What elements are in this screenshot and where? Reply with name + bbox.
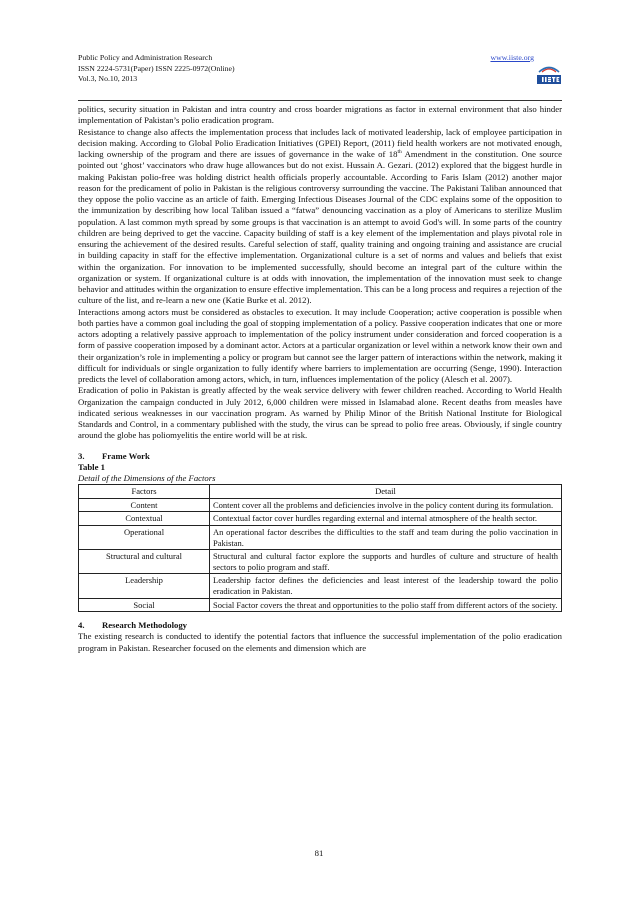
detail-cell: Contextual factor cover hurdles regarding external and internal atmosphere of the health sector. [210,512,562,526]
detail-cell: Structural and cultural factor explore the supports and hurdles of culture and structure of health sectors to polio program and staff. [210,550,562,574]
table-row [79,498,562,512]
journal-title: Public Policy and Administration Research [78,53,213,62]
header-divider [78,100,562,101]
table-row [79,526,562,550]
section-number: 3. [78,450,85,461]
section-heading [78,451,562,462]
paragraph [78,127,562,307]
journal-volume: Vol.3, No.10, 2013 [78,74,138,84]
paragraph-text: Amendment in the constitution. One source pointed out ‘ghost’ vaccinators who draw huge allowances but do not exist. Hussain A. Gezari. (2012) explored that the biggest hurdle in making Pakistan polio-free was holding district health officials properly accountable. According to Faris Islam (2012) another major reason for the predicament of polio in Pakistan is the religious controversy surrounding the vaccine. The Pakistani Taliban announced that they oppose the polio vaccine as an article of faith. Emerging Infectious Diseases Journal of the CDC explains some of the opposition to the immunization by describing how local Taliban issued a “fatwa” denouncing vaccination as a ploy of Americans to sterilize Muslim population. A last common myth spread by some groups is that vaccination is an attempt to avoid God's will. In some parts of the country children are being deprived to get the vaccine. Capacity building of staff is a key element of the implementation and plays pivotal role in ensuring the achievement of the desired results. Careful selection of staff, quality training and ongoing training and assistance are crucial in building capacity in staff for the effective implementation. Organizational culture is a set of norms and values and beliefs that exist within the organization. For innovation to be implemented successfully, should become an integral part of the culture within the organization or system. If organizational culture is at odds with innovation, the implementation of the innovation must seek to change behavior and attitudes within the organization to ensure effective implementation. This can be a long process and requires a rejection of the culture of the list, and re-learn a new one (Katie Burke et al. 2012). [78,149,562,306]
table-row [79,550,562,574]
factor-cell: Operational [79,526,210,550]
page-number: 81 [314,848,324,858]
page [78,52,562,654]
table-header-row [79,485,562,499]
factors-table [78,484,562,612]
detail-cell: An operational factor describes the difficulties to the staff and team during the polio vaccination in Pakistan. [210,526,562,550]
factor-cell: Content [79,498,210,512]
journal-info [78,53,235,85]
table-label: Table 1 [78,461,105,472]
table-row [79,574,562,598]
section-heading [78,620,562,631]
table-caption: Detail of the Dimensions of the Factors [78,473,216,483]
detail-cell: Content cover all the problems and deficiencies involve in the policy content during its formulation. [210,498,562,512]
table-row [79,512,562,526]
section-number: 4. [78,620,85,631]
paragraph: politics, security situation in Pakistan and intra country and cross boarder migrations as factor in external environment that also hinder implementation of Pakistan’s polio eradication program. [78,104,562,126]
paragraph: Eradication of polio in Pakistan is greatly affected by the weak service delivery with fewer children reached. According to World Health Organization the campaign conducted in July 2012, 6,000 children were missed in Islamabad alone. Recent deaths from measles have indicated serious weaknesses in our vaccination program. As warned by Philip Minor of the British National Institute for Biological Standards and Control, in a commentary published with the study, the virus can be spread to polio free areas. Obviously, if single country around the globe has poliomyelitis the entire world will be at risk. [78,385,562,441]
superscript: th [397,149,402,156]
paragraph-text: Resistance to change also affects the implementation process that includes lack of motivated leadership, lack of employee participation in decision making. According to Global Polio Eradication Initiatives (GPEI) Report, (2011) field health workers are not motivated enough, lacking ownership of the program and there are issues of governance in the wake of 18 [78,126,562,159]
factor-cell: Social [79,598,210,612]
table-row [79,598,562,612]
factor-cell: Structural and cultural [79,550,210,574]
paragraph: The existing research is conducted to identify the potential factors that influence the successful implementation of the polio eradication program in Pakistan. Researcher focused on the elements and dimension which are [78,631,562,653]
journal-url-link[interactable]: www.iiste.org [490,53,534,62]
column-header: Factors [79,485,210,499]
section-title: Research Methodology [102,620,188,631]
detail-cell: Social Factor covers the threat and opportunities to the polio staff from different actors of the society. [210,598,562,612]
factor-cell: Leadership [79,574,210,598]
detail-cell: Leadership factor defines the deficiencies and least interest of the leadership toward the polio eradication in Pakistan. [210,574,562,598]
journal-issn: ISSN 2224-5731(Paper) ISSN 2225-0972(Online) [78,63,235,73]
page-header [78,52,562,96]
paragraph: Interactions among actors must be considered as obstacles to execution. It may include Cooperation; active cooperation is possible when both parties have a common goal including the goal of stopping implementation of a policy. Passive cooperation indicates that one or more actors adopting a relatively passive approach to implementation of the policy instrument under consideration and forced cooperation is a form of passive cooperation imposed by a dominant actor. Actors at a particular organization or level within a network know their own and their organization’s role in implementing a policy or program but cannot see the larger pattern of interactions within the network, making it difficult for individuals or single organization to fully identify where barriers to implementation are occurring (Senge, 1990). Interaction predicts the level of collaboration among actors, which, in turn, influences implementation of the policy (Alesch et al. 2007). [78,306,562,384]
section-body [78,631,562,654]
iiste-logo-icon [536,62,562,86]
column-header: Detail [210,485,562,499]
section-title: Frame Work [102,450,150,461]
factor-cell: Contextual [79,512,210,526]
main-text [78,104,562,442]
